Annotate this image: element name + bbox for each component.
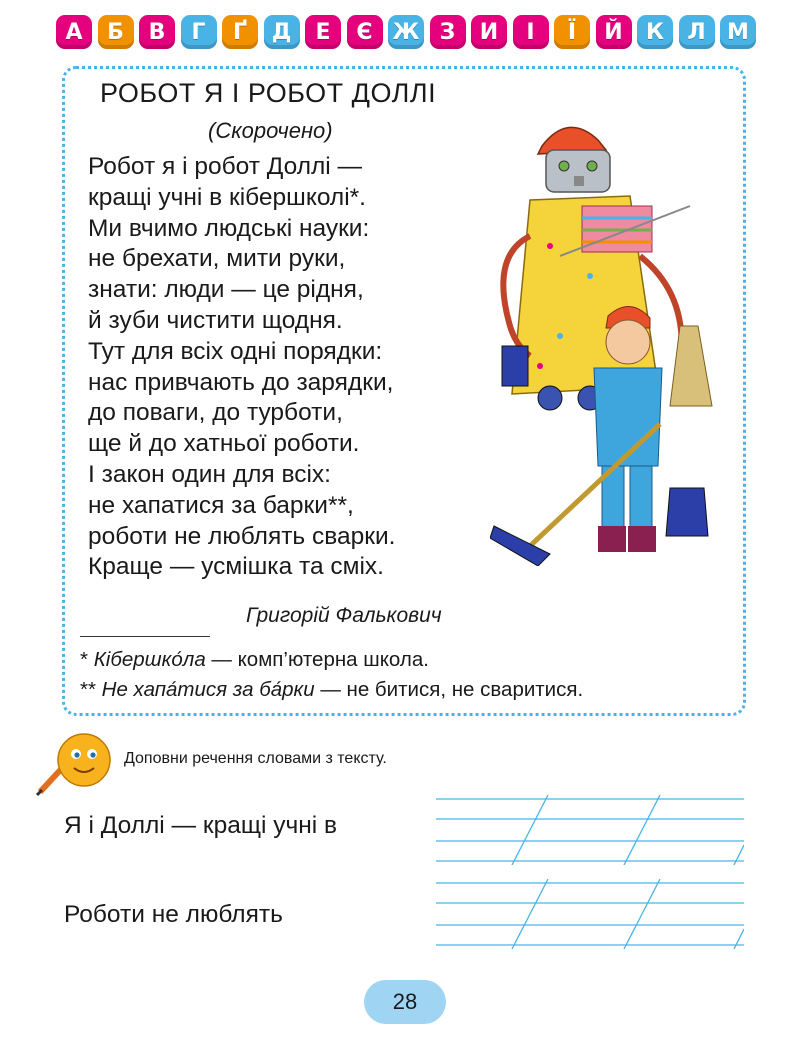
alphabet-letter: К <box>637 15 673 49</box>
poem-line: роботи не люблять сварки. <box>88 522 396 550</box>
alphabet-letter: М <box>720 15 756 49</box>
alphabet-letter: Е <box>305 15 341 49</box>
poem-subtitle: (Скорочено) <box>208 118 333 143</box>
poem-line: І закон один для всіх: <box>88 460 331 488</box>
alphabet-letter: Є <box>347 15 383 49</box>
poem-line: й зуби чистити щодня. <box>88 306 343 334</box>
footnote-definition: — не битися, не сваритися. <box>314 678 584 701</box>
robot-and-boy-illustration <box>490 106 720 566</box>
alphabet-letter: Л <box>679 15 715 49</box>
poem-line: Ми вчимо людські науки: <box>88 214 370 242</box>
footnote <box>80 648 429 672</box>
alphabet-letter: Ж <box>388 15 424 49</box>
alphabet-letter: З <box>430 15 466 49</box>
footnote-term: Не хапа́тися за ба́рки <box>101 678 315 701</box>
poem-line: Тут для всіх одні порядки: <box>88 337 383 365</box>
poem-line: ще й до хатньої роботи. <box>88 430 360 458</box>
alphabet-strip <box>56 12 756 52</box>
poem-line: не брехати, мити руки, <box>88 245 346 273</box>
poem-text <box>88 152 395 583</box>
footnote-term: Кібершко́ла <box>93 648 206 671</box>
poem-author: Григорій Фалькович <box>246 604 442 627</box>
footnote-definition: — комп’ютерна школа. <box>205 648 429 671</box>
poem-line: кращі учні в кібершколі*. <box>88 183 366 211</box>
poem-line: нас привчають до зарядки, <box>88 368 394 396</box>
writing-lines[interactable] <box>436 879 744 949</box>
poem-line: до поваги, до турботи, <box>88 399 343 427</box>
alphabet-letter: В <box>139 15 175 49</box>
answer-prompt: Роботи не люблять <box>64 901 283 928</box>
alphabet-letter: Д <box>264 15 300 49</box>
alphabet-letter: Г <box>181 15 217 49</box>
alphabet-letter: И <box>471 15 507 49</box>
page-number: 28 <box>364 980 446 1024</box>
alphabet-letter: Ї <box>554 15 590 49</box>
footnote-divider <box>80 636 210 637</box>
poem-line: Робот я і робот Доллі — <box>88 153 363 180</box>
poem-line: знати: люди — це рідня, <box>88 276 364 304</box>
alphabet-letter: Й <box>596 15 632 49</box>
footnote-marker: ** <box>80 678 102 701</box>
footnote-marker: * <box>80 648 94 671</box>
poem-line: Краще — усмішка та сміх. <box>88 553 384 581</box>
footnote <box>80 678 583 702</box>
alphabet-letter: Ґ <box>222 15 258 49</box>
poem-line: не хапатися за барки**, <box>88 491 354 519</box>
alphabet-letter: Б <box>98 15 134 49</box>
task-instruction: Доповни речення словами з тексту. <box>124 750 387 767</box>
poem-title: РОБОТ Я І РОБОТ ДОЛЛІ <box>100 78 437 108</box>
writing-lines[interactable] <box>436 795 744 865</box>
alphabet-letter: А <box>56 15 92 49</box>
smiley-pencil-icon <box>34 726 116 796</box>
answer-prompt: Я і Доллі — кращі учні в <box>64 812 338 839</box>
alphabet-letter: І <box>513 15 549 49</box>
